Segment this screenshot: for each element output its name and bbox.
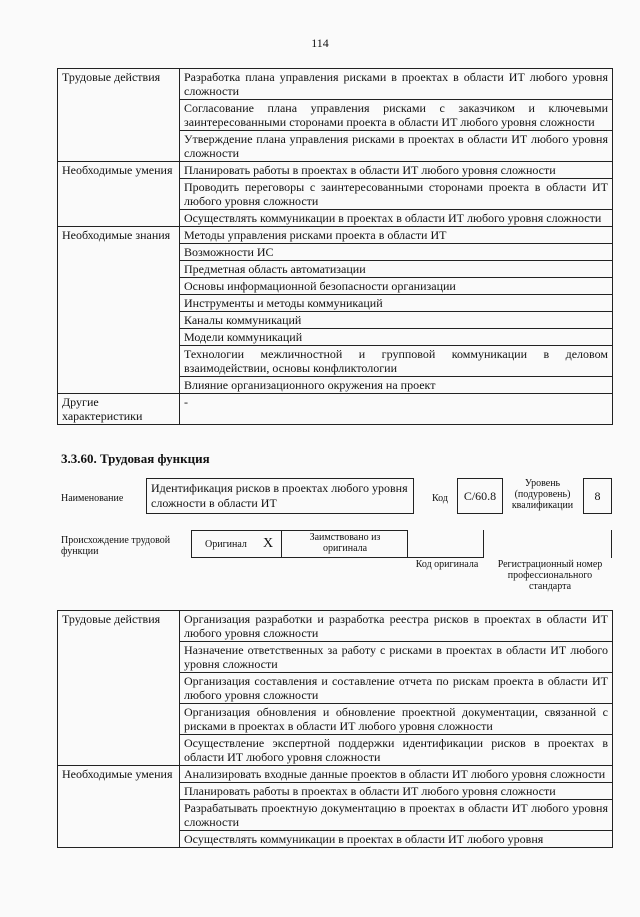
row-value: Основы информационной безопасности организации [180, 278, 613, 295]
row-value: Проводить переговоры с заинтересованными сторонами проекта в области ИТ любого уровня сложности [180, 179, 613, 210]
row-value: - [180, 394, 613, 425]
page-number: 114 [311, 36, 329, 50]
row-value: Предметная область автоматизации [180, 261, 613, 278]
table-row [58, 162, 613, 179]
name-value: Идентификация рисков в проектах любого уровня сложности в области ИТ [146, 478, 414, 514]
requirements-table-bottom [57, 610, 613, 848]
row-value: Модели коммуникаций [180, 329, 613, 346]
row-value: Осуществление экспертной поддержки идентификации рисков в проектах в области ИТ любого уровня сложности [180, 735, 613, 766]
row-value: Организация разработки и разработка реестра рисков в проектах в области ИТ любого уровня сложности [180, 611, 613, 642]
row-value: Возможности ИС [180, 244, 613, 261]
table-row [58, 611, 613, 642]
row-value: Утверждение плана управления рисками в проектах в области ИТ любого уровня сложности [180, 131, 613, 162]
row-label: Трудовые действия [58, 69, 180, 162]
original-mark: X [263, 536, 274, 551]
row-value: Организация обновления и обновление проектной документации, связанной с рисками в проектах в области ИТ любого уровня сложности [180, 704, 613, 735]
row-value: Планировать работы в проектах в области ИТ любого уровня сложности [180, 162, 613, 179]
row-value: Каналы коммуникаций [180, 312, 613, 329]
level-value: 8 [583, 478, 612, 514]
row-label: Необходимые знания [58, 227, 180, 394]
code-original-label: Код оригинала [415, 559, 479, 570]
table-row [58, 394, 613, 425]
origin-label: Происхождение трудовой функции [61, 535, 171, 557]
name-label: Наименование [61, 493, 124, 504]
row-value: Осуществлять коммуникации в проектах в области ИТ любого уровня сложности [180, 210, 613, 227]
row-value: Организация составления и составление отчета по рискам проекта в области ИТ любого уровня сложности [180, 673, 613, 704]
level-label: Уровень (подуровень) квалификации [511, 478, 574, 511]
original-label: Оригинал [205, 539, 247, 550]
row-value: Осуществлять коммуникации в проектах в области ИТ любого уровня [180, 831, 613, 848]
reg-number-label: Регистрационный номер профессионального стандарта [497, 559, 603, 592]
requirements-table-top [57, 68, 613, 425]
table-row [58, 766, 613, 783]
row-label: Необходимые умения [58, 766, 180, 848]
row-value: Влияние организационного окружения на проект [180, 377, 613, 394]
row-value: Согласование плана управления рисками с заказчиком и ключевыми заинтересованными сторонами проекта в области ИТ любого уровня сложности [180, 100, 613, 131]
borrowed-label: Заимствовано из оригинала [309, 532, 381, 554]
table-row [58, 69, 613, 100]
row-label: Необходимые умения [58, 162, 180, 227]
code-label: Код [432, 493, 448, 504]
row-value: Планировать работы в проектах в области ИТ любого уровня сложности [180, 783, 613, 800]
row-value: Разработка плана управления рисками в проектах в области ИТ любого уровня сложности [180, 69, 613, 100]
row-value: Методы управления рисками проекта в области ИТ [180, 227, 613, 244]
table-row [58, 227, 613, 244]
section-title: 3.3.60. Трудовая функция [61, 451, 210, 466]
row-value: Разрабатывать проектную документацию в проектах в области ИТ любого уровня сложности [180, 800, 613, 831]
row-value: Назначение ответственных за работу с рисками в проектах в области ИТ любого уровня сложности [180, 642, 613, 673]
origin-row [191, 530, 612, 558]
row-label: Другие характеристики [58, 394, 180, 425]
code-value: C/60.8 [457, 478, 503, 514]
row-value: Технологии межличностной и групповой коммуникации в деловом взаимодействии, основы конфликтологии [180, 346, 613, 377]
row-label: Трудовые действия [58, 611, 180, 766]
row-value: Инструменты и методы коммуникаций [180, 295, 613, 312]
row-value: Анализировать входные данные проектов в области ИТ любого уровня сложности [180, 766, 613, 783]
